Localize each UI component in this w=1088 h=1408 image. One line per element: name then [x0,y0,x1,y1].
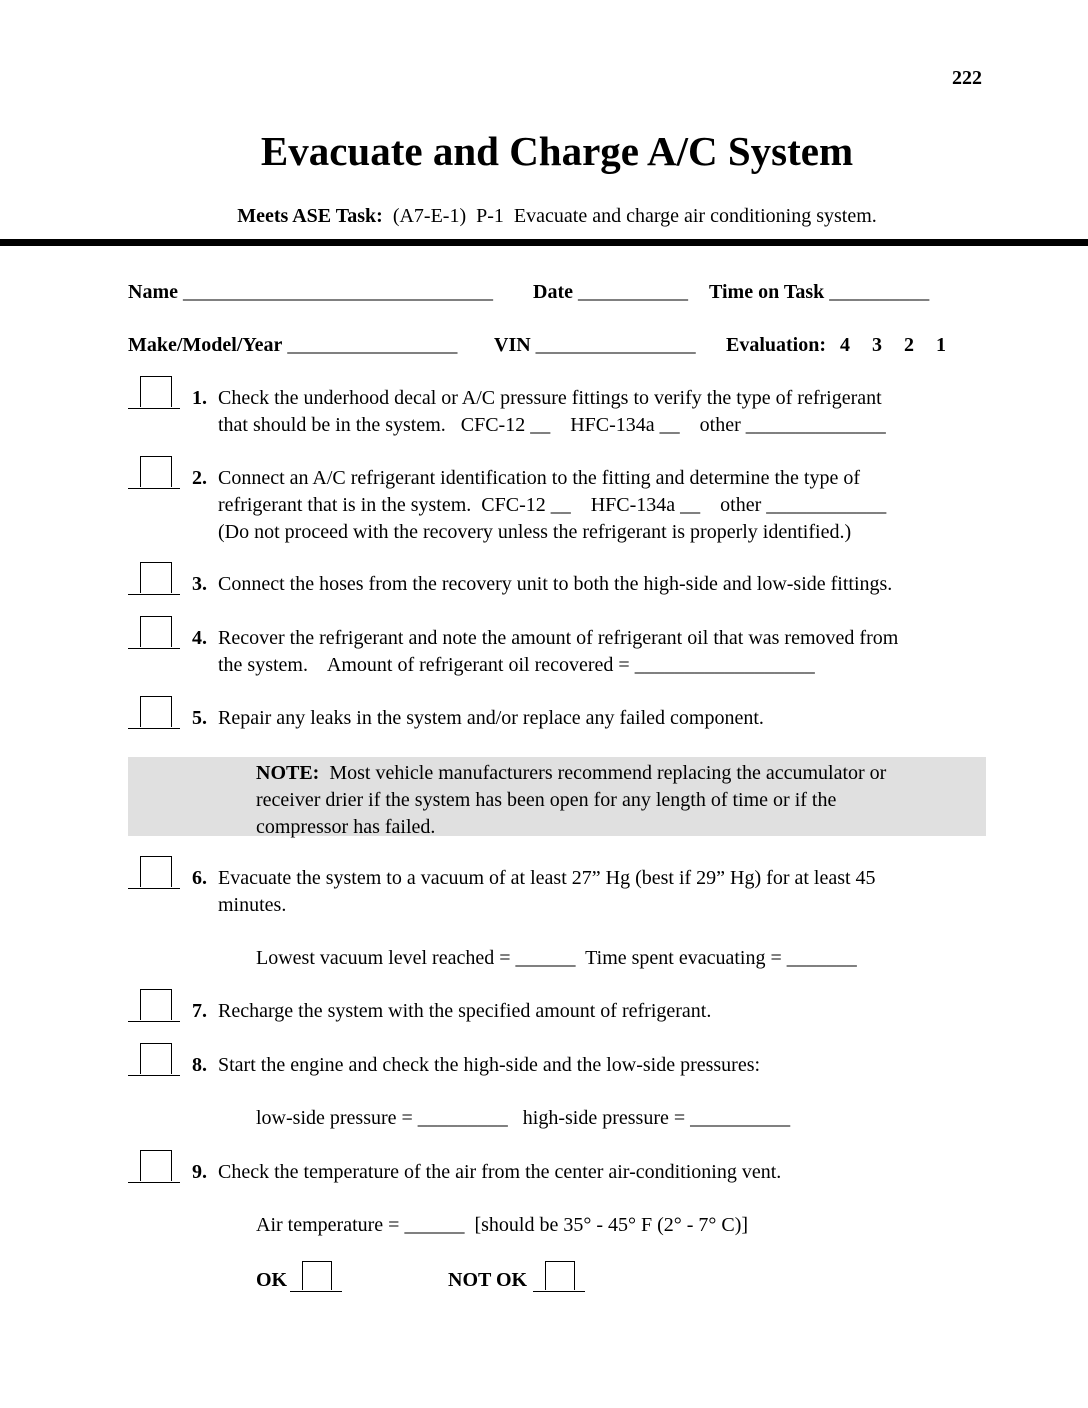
name-label: Name [128,281,178,303]
step-text [218,705,764,732]
evaluation-label: Evaluation: [726,334,827,356]
score-4[interactable]: 4 [840,334,851,356]
step-line: Recharge the system with the specified amount of refrigerant. [218,1000,712,1022]
time-label: Time on Task [709,281,825,303]
step-text [218,998,711,1025]
step-checkbox[interactable] [128,616,180,649]
time-blank[interactable]: __________ [824,281,930,303]
step-number: 8. [192,1054,207,1076]
make-label: Make/Model/Year [128,334,283,356]
note-box [128,757,986,836]
step-number: 7. [192,1000,207,1022]
step-checkbox[interactable] [128,1150,180,1183]
step-line: Recover the refrigerant and note the amount of refrigerant oil that was removed from [218,627,899,649]
score-2[interactable]: 2 [904,334,915,356]
step-checkbox[interactable] [128,376,180,409]
step-checkbox[interactable] [128,1043,180,1076]
checkbox-box [140,856,172,887]
step-checkbox[interactable] [128,989,180,1022]
step-line: (Do not proceed with the recovery unless the refrigerant is properly identified.) [218,521,852,543]
vin-label: VIN [494,334,531,356]
step-line: Connect an A/C refrigerant identification to the fitting and determine the type of [218,467,861,489]
checkbox-box [140,456,172,487]
step-number: 5. [192,707,207,729]
note-line: compressor has failed. [256,816,436,838]
header-divider [0,239,1088,246]
note-line: Most vehicle manufacturers recommend replacing the accumulator or [319,762,887,784]
ase-task [0,203,1088,230]
step-checkbox[interactable] [128,562,180,595]
name-blank[interactable]: _______________________________ [177,281,493,303]
note-line: receiver drier if the system has been open for any length of time or if the [256,789,837,811]
score-3[interactable]: 3 [872,334,883,356]
step-number: 6. [192,867,207,889]
make-blank[interactable]: _________________ [282,334,458,356]
step-measurement[interactable]: Air temperature = ______ [should be 35° - 45° F (2° - 7° C)] [256,1214,749,1236]
note-label: NOTE: [256,762,320,784]
step-number: 3. [192,573,207,595]
date-field[interactable] [533,279,688,306]
page-title: Evacuate and Charge A/C System [260,128,854,174]
step-checkbox[interactable] [128,696,180,729]
step-checkbox[interactable] [128,856,180,889]
checkbox-box [140,616,172,647]
not-ok-checkbox[interactable] [533,1261,585,1292]
step-text [218,865,876,919]
date-blank[interactable]: ___________ [572,281,688,303]
date-label: Date [533,281,573,303]
ok-label: OK [256,1269,288,1291]
step-text [218,385,886,439]
checkbox-box [140,376,172,407]
step-measurement[interactable]: Lowest vacuum level reached = ______ Time spent evacuating = _______ [256,947,857,969]
vin-blank[interactable]: ________________ [530,334,696,356]
step-line: Evacuate the system to a vacuum of at least 27” Hg (best if 29” Hg) for at least 45 [218,867,876,889]
not-ok-label: NOT OK [448,1269,528,1291]
step-line: Repair any leaks in the system and/or replace any failed component. [218,707,764,729]
step-line: Check the underhood decal or A/C pressure fittings to verify the type of refrigerant [218,387,882,409]
vin-field[interactable] [494,332,696,359]
ase-task-label: Meets ASE Task: [237,205,383,227]
checkbox-box [140,1043,172,1074]
score-1[interactable]: 1 [936,334,947,356]
step-line: the system. Amount of refrigerant oil recovered = __________________ [218,654,815,676]
step-line: refrigerant that is in the system. CFC-12 __ HFC-134a __ other ____________ [218,494,887,516]
evaluation [726,332,946,359]
step-text [218,1159,781,1186]
step-line: Check the temperature of the air from the center air-conditioning vent. [218,1161,782,1183]
step-line: Connect the hoses from the recovery unit to both the high-side and low-side fittings. [218,573,893,595]
checkbox-box [140,696,172,727]
checkbox-box [140,562,172,593]
step-text [218,1052,760,1079]
page-number: 222 [952,67,982,89]
step-line: Start the engine and check the high-side and the low-side pressures: [218,1054,761,1076]
time-on-task-field[interactable] [709,279,929,306]
ase-task-text: (A7-E-1) P-1 Evacuate and charge air conditioning system. [382,205,877,227]
step-number: 9. [192,1161,207,1183]
step-number: 2. [192,467,207,489]
step-number: 4. [192,627,207,649]
ok-checkbox[interactable] [290,1261,342,1292]
note-text [256,760,886,841]
name-field[interactable] [128,279,493,306]
step-checkbox[interactable] [128,456,180,489]
step-line: minutes. [218,894,287,916]
checkbox-box [140,1150,172,1181]
step-measurement[interactable]: low-side pressure = _________ high-side pressure = __________ [256,1107,791,1129]
step-text [218,571,892,598]
step-text [218,465,886,546]
checkbox-box [140,989,172,1020]
step-number: 1. [192,387,207,409]
step-line: that should be in the system. CFC-12 __ HFC-134a __ other ______________ [218,414,886,436]
step-text [218,625,898,679]
make-model-year-field[interactable] [128,332,457,359]
